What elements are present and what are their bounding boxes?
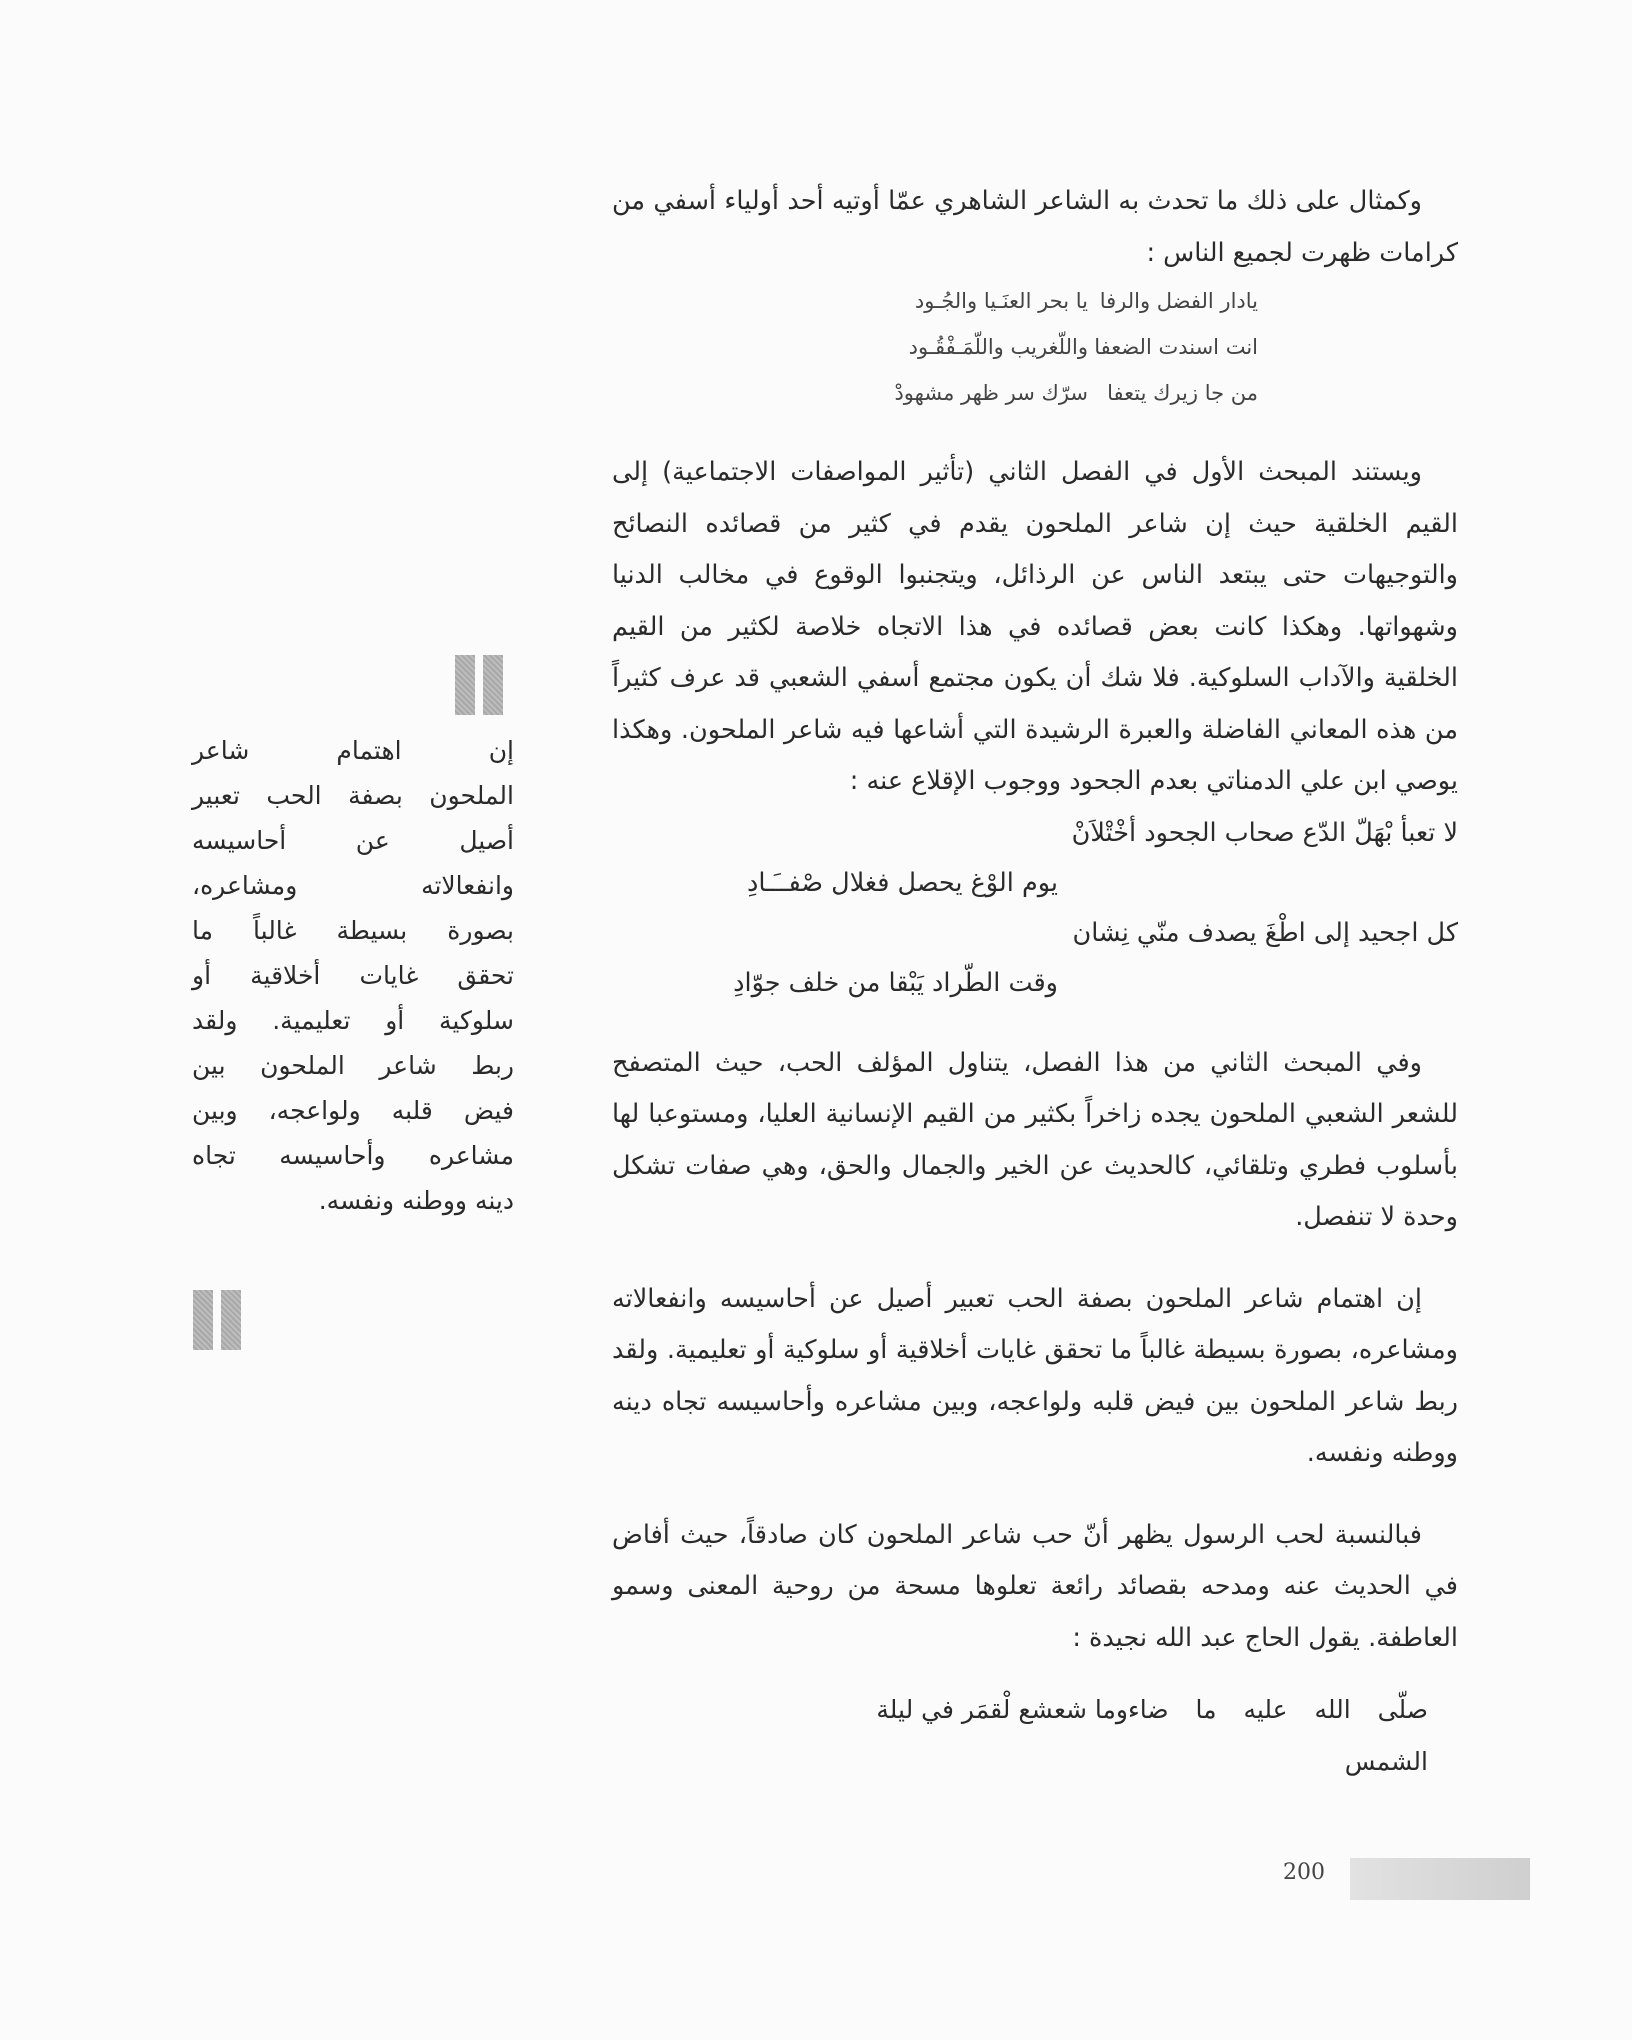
poem-line: يوم الوْغ يحصل فغلال صْفــَـادِ <box>746 867 1058 898</box>
pull-quote-close-mark-icon <box>193 1290 241 1350</box>
verse-hemistich-left: وما شعشع لْقمَر في ليلة <box>876 1695 1128 1724</box>
verse-hemistich-left: سرّك سر ظهر مشهودْ <box>894 381 1088 406</box>
verse-block-2 <box>612 1684 1458 1787</box>
pull-quote-line: الملحون بصفة الحب تعبير <box>192 781 514 810</box>
poem-line: كل اجحيد إلى اطْغَ يصدف منّي نِشان <box>1072 917 1458 948</box>
paragraph-5: فبالنسبة لحب الرسول يظهر أنّ حب شاعر الملحون كان صادقاً، حيث أفاض في الحديث عنه ومدحه بقصائد رائعة تعلوها مسحة من روحية المعنى وسمو العاطفة. يقول الحاج عبد الله نجيدة : <box>612 1519 1458 1653</box>
pull-quote-line: سلوكية أو تعليمية. ولقد <box>192 1006 514 1035</box>
pull-quote-line: فيض قلبه ولواعجه، وبين <box>192 1096 514 1125</box>
main-text-column <box>612 176 1458 1787</box>
magazine-logo <box>1350 1858 1530 1900</box>
pull-quote-line: بصورة بسيطة غالباً ما <box>192 916 514 945</box>
spacer <box>612 417 1458 447</box>
paragraph-1: وكمثال على ذلك ما تحدث به الشاعر الشاهري عمّا أوتيه أحد أولياء أسفي من كرامات ظهرت لجميع الناس : <box>612 186 1458 268</box>
pull-quote-line: تحقق غايات أخلاقية أو <box>192 961 514 990</box>
paragraph-2: ويستند المبحث الأول في الفصل الثاني (تأثير المواصفات الاجتماعية) إلى القيم الخلقية حيث إن شاعر الملحون يقدم في كثير من قصائده النصائح والتوجيهات حتى يبتعد الناس عن الرذائل، ويتجنبوا الوقوع في مخالب الدنيا وشهواتها. وهكذا كانت بعض قصائده في هذا الاتجاه خلاصة لكثير من القيم الخلقية والآداب السلوكية. فلا شك أن يكون مجتمع أسفي الشعبي قد عرف كثيراً من هذه المعاني الفاضلة والعبرة الرشيدة التي أشاعها فيه شاعر الملحون. وهكذا يوصي ابن علي الدمناتي بعدم الجحود ووجوب الإقلاع عنه : <box>612 457 1458 796</box>
verse-hemistich-right: صلّى الله عليه ما ضاء الشمس <box>1128 1695 1428 1776</box>
spacer <box>612 1244 1458 1274</box>
pull-quote-open-mark-icon <box>455 655 503 715</box>
page-number: 200 <box>1283 1860 1325 1885</box>
poem-line: لا تعبأ بْهَلّ الدّع صحاب الجحود أخْتْلاَنْ <box>1071 817 1458 848</box>
poem-line: وقت الطّراد يَبْقا من خلف جوّادِ <box>733 967 1058 998</box>
paragraph-3: وفي المبحث الثاني من هذا الفصل، يتناول المؤلف الحب، حيث المتصفح للشعر الشعبي الملحون يجده زاخراً بكثير من القيم الإنسانية العليا، ومستوعبا لها بأسلوب فطري وتلقائي، كالحديث عن الخير والجمال والحق، وهي صفات تشكل وحدة لا تنفصل. <box>612 1047 1458 1232</box>
paragraph-4: إن اهتمام شاعر الملحون بصفة الحب تعبير أصيل عن أحاسيسه وانفعالاته ومشاعره، بصورة بسيطة غالباً ما تحقق غايات أخلاقية أو سلوكية أو تعليمية. ولقد ربط شاعر الملحون بين فيض قلبه ولواعجه، وبين مشاعره وأحاسيسه تجاه دينه ووطنه ونفسه. <box>612 1283 1458 1468</box>
pull-quote-line: مشاعره وأحاسيسه تجاه <box>192 1141 514 1170</box>
pull-quote-line: إن اهتمام شاعر <box>192 736 514 765</box>
verse-row <box>612 371 1458 417</box>
verse-hemistich-right: من جا زيرك يتعفا <box>1107 381 1258 406</box>
spacer <box>612 1480 1458 1510</box>
verse-row <box>612 325 1458 371</box>
pull-quote <box>192 728 514 1223</box>
pull-quote-line: ربط شاعر الملحون بين <box>192 1051 514 1080</box>
verse-hemistich-right: انت اسندت الضعفا <box>1094 335 1258 360</box>
pull-quote-line: دينه ووطنه ونفسه. <box>318 1186 514 1215</box>
spacer <box>612 1008 1458 1038</box>
verse-block-1 <box>612 279 1458 417</box>
verse-hemistich-left: واللّغريب واللّمَـفْقُـود <box>908 335 1088 360</box>
verse-hemistich-left: يا بحر العنَـيا والجُـود <box>914 289 1088 314</box>
pull-quote-line: أصيل عن أحاسيسه <box>192 826 514 855</box>
verse-hemistich-right: يادار الفضل والرفا <box>1099 289 1258 314</box>
pull-quote-line: وانفعالاته ومشاعره، <box>192 871 514 900</box>
verse-row <box>612 279 1458 325</box>
